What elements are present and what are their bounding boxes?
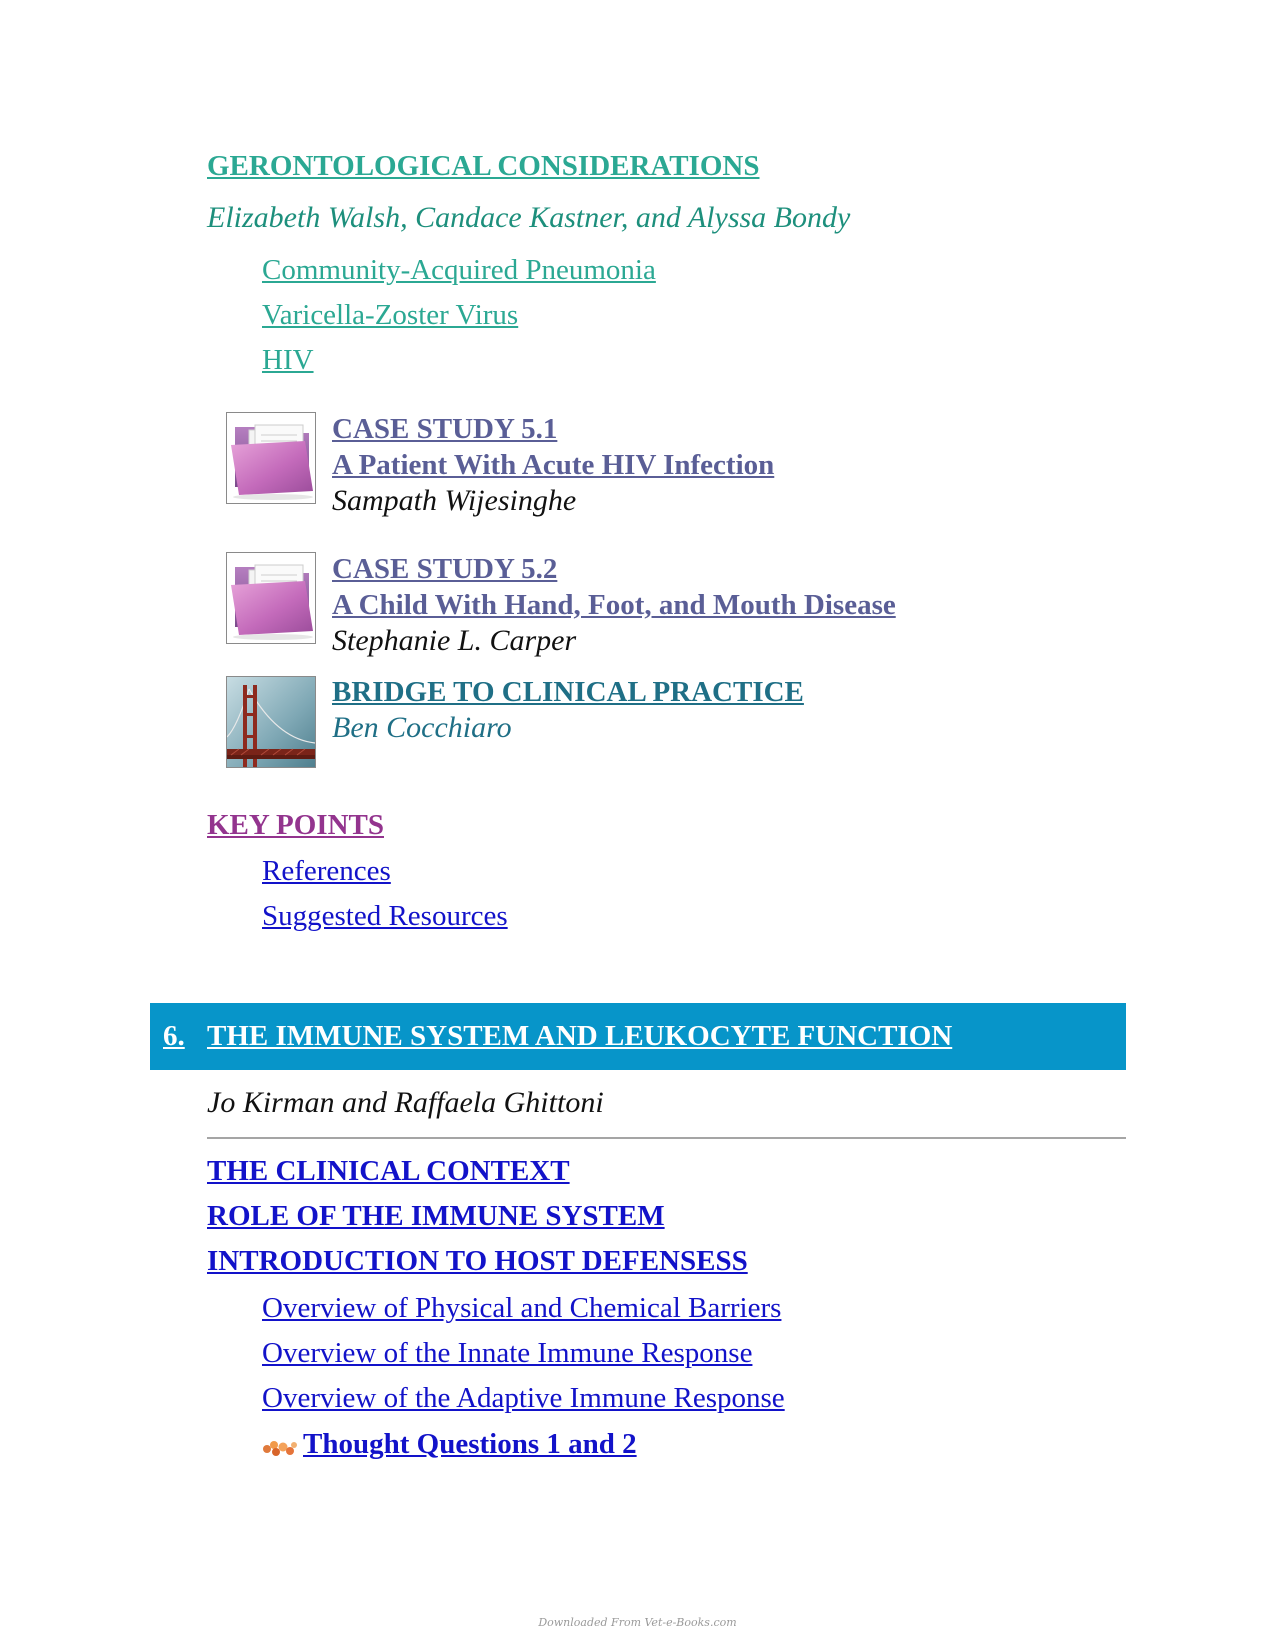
case-study-5-1-number[interactable]: CASE STUDY 5.1 (332, 413, 558, 445)
toc-link-hiv[interactable]: HIV (262, 344, 314, 376)
bridge-author: Ben Cocchiaro (332, 711, 512, 744)
toc-link-innate-response[interactable]: Overview of the Innate Immune Response (262, 1337, 753, 1369)
toc-link-pneumonia[interactable]: Community-Acquired Pneumonia (262, 254, 656, 286)
toc-link-physical-barriers[interactable]: Overview of Physical and Chemical Barriers (262, 1292, 782, 1324)
chapter-banner (150, 1003, 1126, 1070)
download-watermark: Downloaded From Vet-e-Books.com (538, 1616, 737, 1629)
case-study-5-1-title[interactable]: A Patient With Acute HIV Infection (332, 449, 775, 481)
folder-icon (226, 552, 316, 644)
bridge-icon (226, 676, 316, 768)
toc-section-role-immune-system[interactable]: ROLE OF THE IMMUNE SYSTEM (207, 1200, 665, 1232)
toc-link-varicella[interactable]: Varicella-Zoster Virus (262, 299, 519, 331)
folder-icon (226, 412, 316, 504)
chapter-number[interactable]: 6. (163, 1020, 185, 1052)
toc-link-references[interactable]: References (262, 855, 391, 887)
gerontology-heading[interactable]: GERONTOLOGICAL CONSIDERATIONS (207, 150, 760, 182)
toc-link-adaptive-response[interactable]: Overview of the Adaptive Immune Response (262, 1382, 785, 1414)
key-points-heading[interactable]: KEY POINTS (207, 809, 384, 841)
toc-link-suggested-resources[interactable]: Suggested Resources (262, 900, 508, 932)
chapter-title[interactable]: THE IMMUNE SYSTEM AND LEUKOCYTE FUNCTION (207, 1020, 953, 1052)
cells-icon (261, 1438, 299, 1463)
case-study-5-2-title[interactable]: A Child With Hand, Foot, and Mouth Disease (332, 589, 896, 621)
divider (207, 1137, 1126, 1139)
toc-section-clinical-context[interactable]: THE CLINICAL CONTEXT (207, 1155, 570, 1187)
case-study-5-2-author: Stephanie L. Carper (332, 624, 577, 657)
thought-questions-link[interactable]: Thought Questions 1 and 2 (303, 1428, 637, 1460)
gerontology-authors: Elizabeth Walsh, Candace Kastner, and Alyssa Bondy (207, 201, 851, 234)
case-study-5-1-author: Sampath Wijesinghe (332, 484, 577, 517)
bridge-title[interactable]: BRIDGE TO CLINICAL PRACTICE (332, 676, 804, 708)
case-study-5-2-number[interactable]: CASE STUDY 5.2 (332, 553, 558, 585)
toc-section-host-defenses[interactable]: INTRODUCTION TO HOST DEFENSESS (207, 1245, 748, 1277)
chapter-authors: Jo Kirman and Raffaela Ghittoni (207, 1086, 604, 1119)
